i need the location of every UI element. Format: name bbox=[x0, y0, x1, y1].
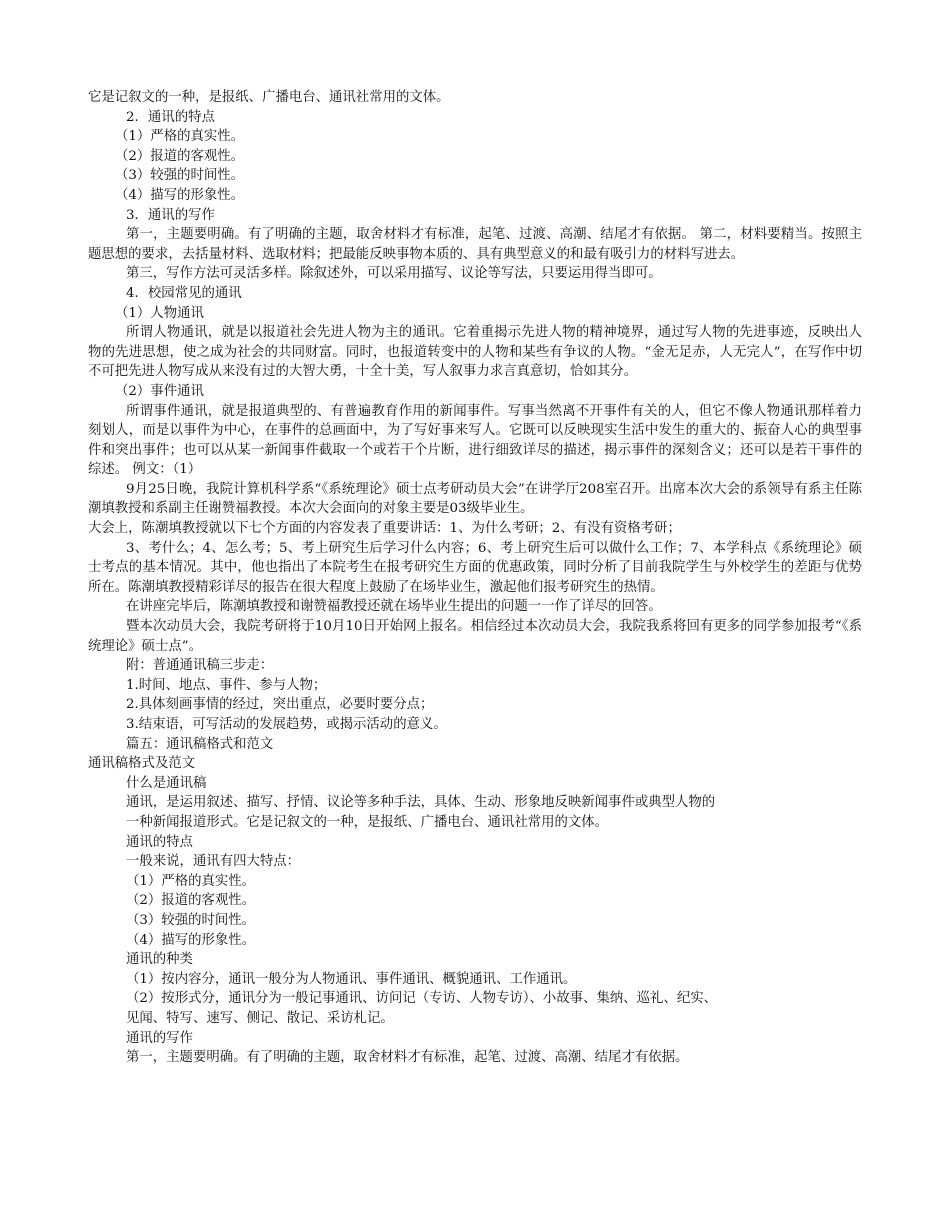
paragraph: 第一，主题要明确。有了明确的主题，取舍材料才有标准，起笔、过渡、高潮、结尾才有依据。 bbox=[126, 1050, 689, 1066]
list-item: （4）描写的形象性。 bbox=[115, 187, 245, 203]
subheading-event: （2）事件通讯 bbox=[115, 383, 204, 399]
list-item: （1）严格的真实性。 bbox=[115, 129, 245, 145]
heading-writing: 3．通讯的写作 bbox=[126, 207, 215, 223]
subheading: 通讯的特点 bbox=[126, 834, 193, 850]
heading-campus: 4．校园常见的通讯 bbox=[126, 285, 242, 301]
list-item: （1）按内容分，通讯一般分为人物通讯、事件通讯、概貌通讯、工作通讯。 bbox=[126, 971, 577, 987]
list-item: （1）严格的真实性。 bbox=[126, 873, 256, 889]
list-item: （2）按形式分，通讯分为一般记事通讯、访问记（专访、人物专访）、小故事、集纳、巡礼、纪实、 bbox=[126, 991, 718, 1007]
paragraph: 通讯，是运用叙述、描写、抒情、议论等多种手法，具体、生动、形象地反映新闻事件或典型人物的 bbox=[126, 795, 716, 811]
subheading: 通讯的写作 bbox=[126, 1030, 193, 1046]
paragraph: 9月25日晚，我院计算机科学系“《系统理论》硕士点考研动员大会”在讲学厅208室召开。出席本次大会的系领导有系主任陈潮填教授和系副主任谢赞福教授。本次大会面向的对象主要是03级毕业生。 bbox=[88, 481, 862, 517]
document-title: 通讯稿格式及范文 bbox=[88, 756, 196, 772]
list-item: （3）较强的时间性。 bbox=[126, 912, 256, 928]
subheading: 什么是通讯稿 bbox=[126, 775, 207, 791]
list-item: 见闻、特写、速写、侧记、散记、采访札记。 bbox=[126, 1010, 394, 1026]
paragraph: 附：普通通讯稿三步走： bbox=[126, 658, 274, 674]
paragraph: 一种新闻报道形式。它是记叙文的一种，是报纸、广播电台、通讯社常用的文体。 bbox=[126, 814, 609, 830]
section-title: 篇五：通讯稿格式和范文 bbox=[126, 736, 274, 752]
paragraph: 第三，写作方法可灵活多样。除叙述外，可以采用描写、议论等写法，只要运用得当即可。 bbox=[126, 266, 662, 282]
paragraph: 3、考什么；4、怎么考；5、考上研究生后学习什么内容；6、考上研究生后可以做什么工作；7、本学科点《系统理论》硕士考点的基本情况。其中，他也指出了本院考生在报考研究生方面的优惠政策，同时分析了目前我院学生与外校学生的差距与优势所在。陈潮填教授精彩详尽的报告在很大程度上鼓励了在场毕业生，激起他们报考研究生的热情。 bbox=[88, 540, 862, 595]
list-item: 3.结束语，可写活动的发展趋势，或揭示活动的意义。 bbox=[126, 717, 447, 732]
list-item: 2.具体刻画事情的经过，突出重点，必要时要分点； bbox=[126, 697, 434, 713]
subheading-person: （1）人物通讯 bbox=[115, 305, 204, 321]
paragraph: 所谓人物通讯，就是以报道社会先进人物为主的通讯。它着重揭示先进人物的精神境界，通过写人物的先进事迹，反映出人物的先进思想，使之成为社会的共同财富。同时，也报道转变中的人物和某些有争议的人物。“金无足赤，人无完人”，在写作中切不可把先进人物写成从来没有过的大智大勇，十全十美，写人叙事力求言真意切，恰如其分。 bbox=[88, 325, 862, 380]
list-item: （2）报道的客观性。 bbox=[126, 893, 256, 909]
list-item: 1.时间、地点、事件、参与人物； bbox=[126, 677, 327, 693]
document-page bbox=[88, 88, 862, 1068]
heading-features: 2．通讯的特点 bbox=[126, 109, 215, 125]
text-line-intro: 它是记叙文的一种，是报纸、广播电台、通讯社常用的文体。 bbox=[88, 90, 450, 105]
subheading: 通讯的种类 bbox=[126, 952, 193, 968]
paragraph: 所谓事件通讯，就是报道典型的、有普遍教育作用的新闻事件。写事当然离不开事件有关的人，但它不像人物通讯那样着力刻划人，而是以事件为中心，在事件的总画面中，为了写好事来写人。它既可以反映现实生活中发生的重大的、振奋人心的典型事件和突出事件；也可以从某一新闻事件截取一个或若干个片断，进行细致详尽的描述，揭示事件的深刻含义；还可以是若干事件的综述。 例文：（1） bbox=[88, 403, 862, 478]
list-item: （4）描写的形象性。 bbox=[126, 932, 256, 948]
paragraph: 暨本次动员大会，我院考研将于10月10日开始网上报名。相信经过本次动员大会，我院我系将回有更多的同学参加报考“《系统理论》硕士点”。 bbox=[88, 619, 862, 654]
list-item: （3）较强的时间性。 bbox=[115, 168, 245, 184]
paragraph: 大会上，陈潮填教授就以下七个方面的内容发表了重要讲话：1、为什么考研；2、有没有资格考研； bbox=[88, 521, 681, 537]
paragraph: 一般来说，通讯有四大特点： bbox=[126, 854, 301, 870]
paragraph: 第一，主题要明确。有了明确的主题，取舍材料才有标准，起笔、过渡、高潮、结尾才有依据。 第二，材料要精当。按照主题思想的要求，去括量材料、选取材料；把最能反映事物本质的、具有典型意义的和最有吸引力的材料写进去。 bbox=[88, 227, 862, 262]
list-item: （2）报道的客观性。 bbox=[115, 148, 245, 164]
paragraph: 在讲座完毕后，陈潮填教授和谢赞福教授还就在场毕业生提出的问题一一作了详尽的回答。 bbox=[126, 599, 662, 615]
